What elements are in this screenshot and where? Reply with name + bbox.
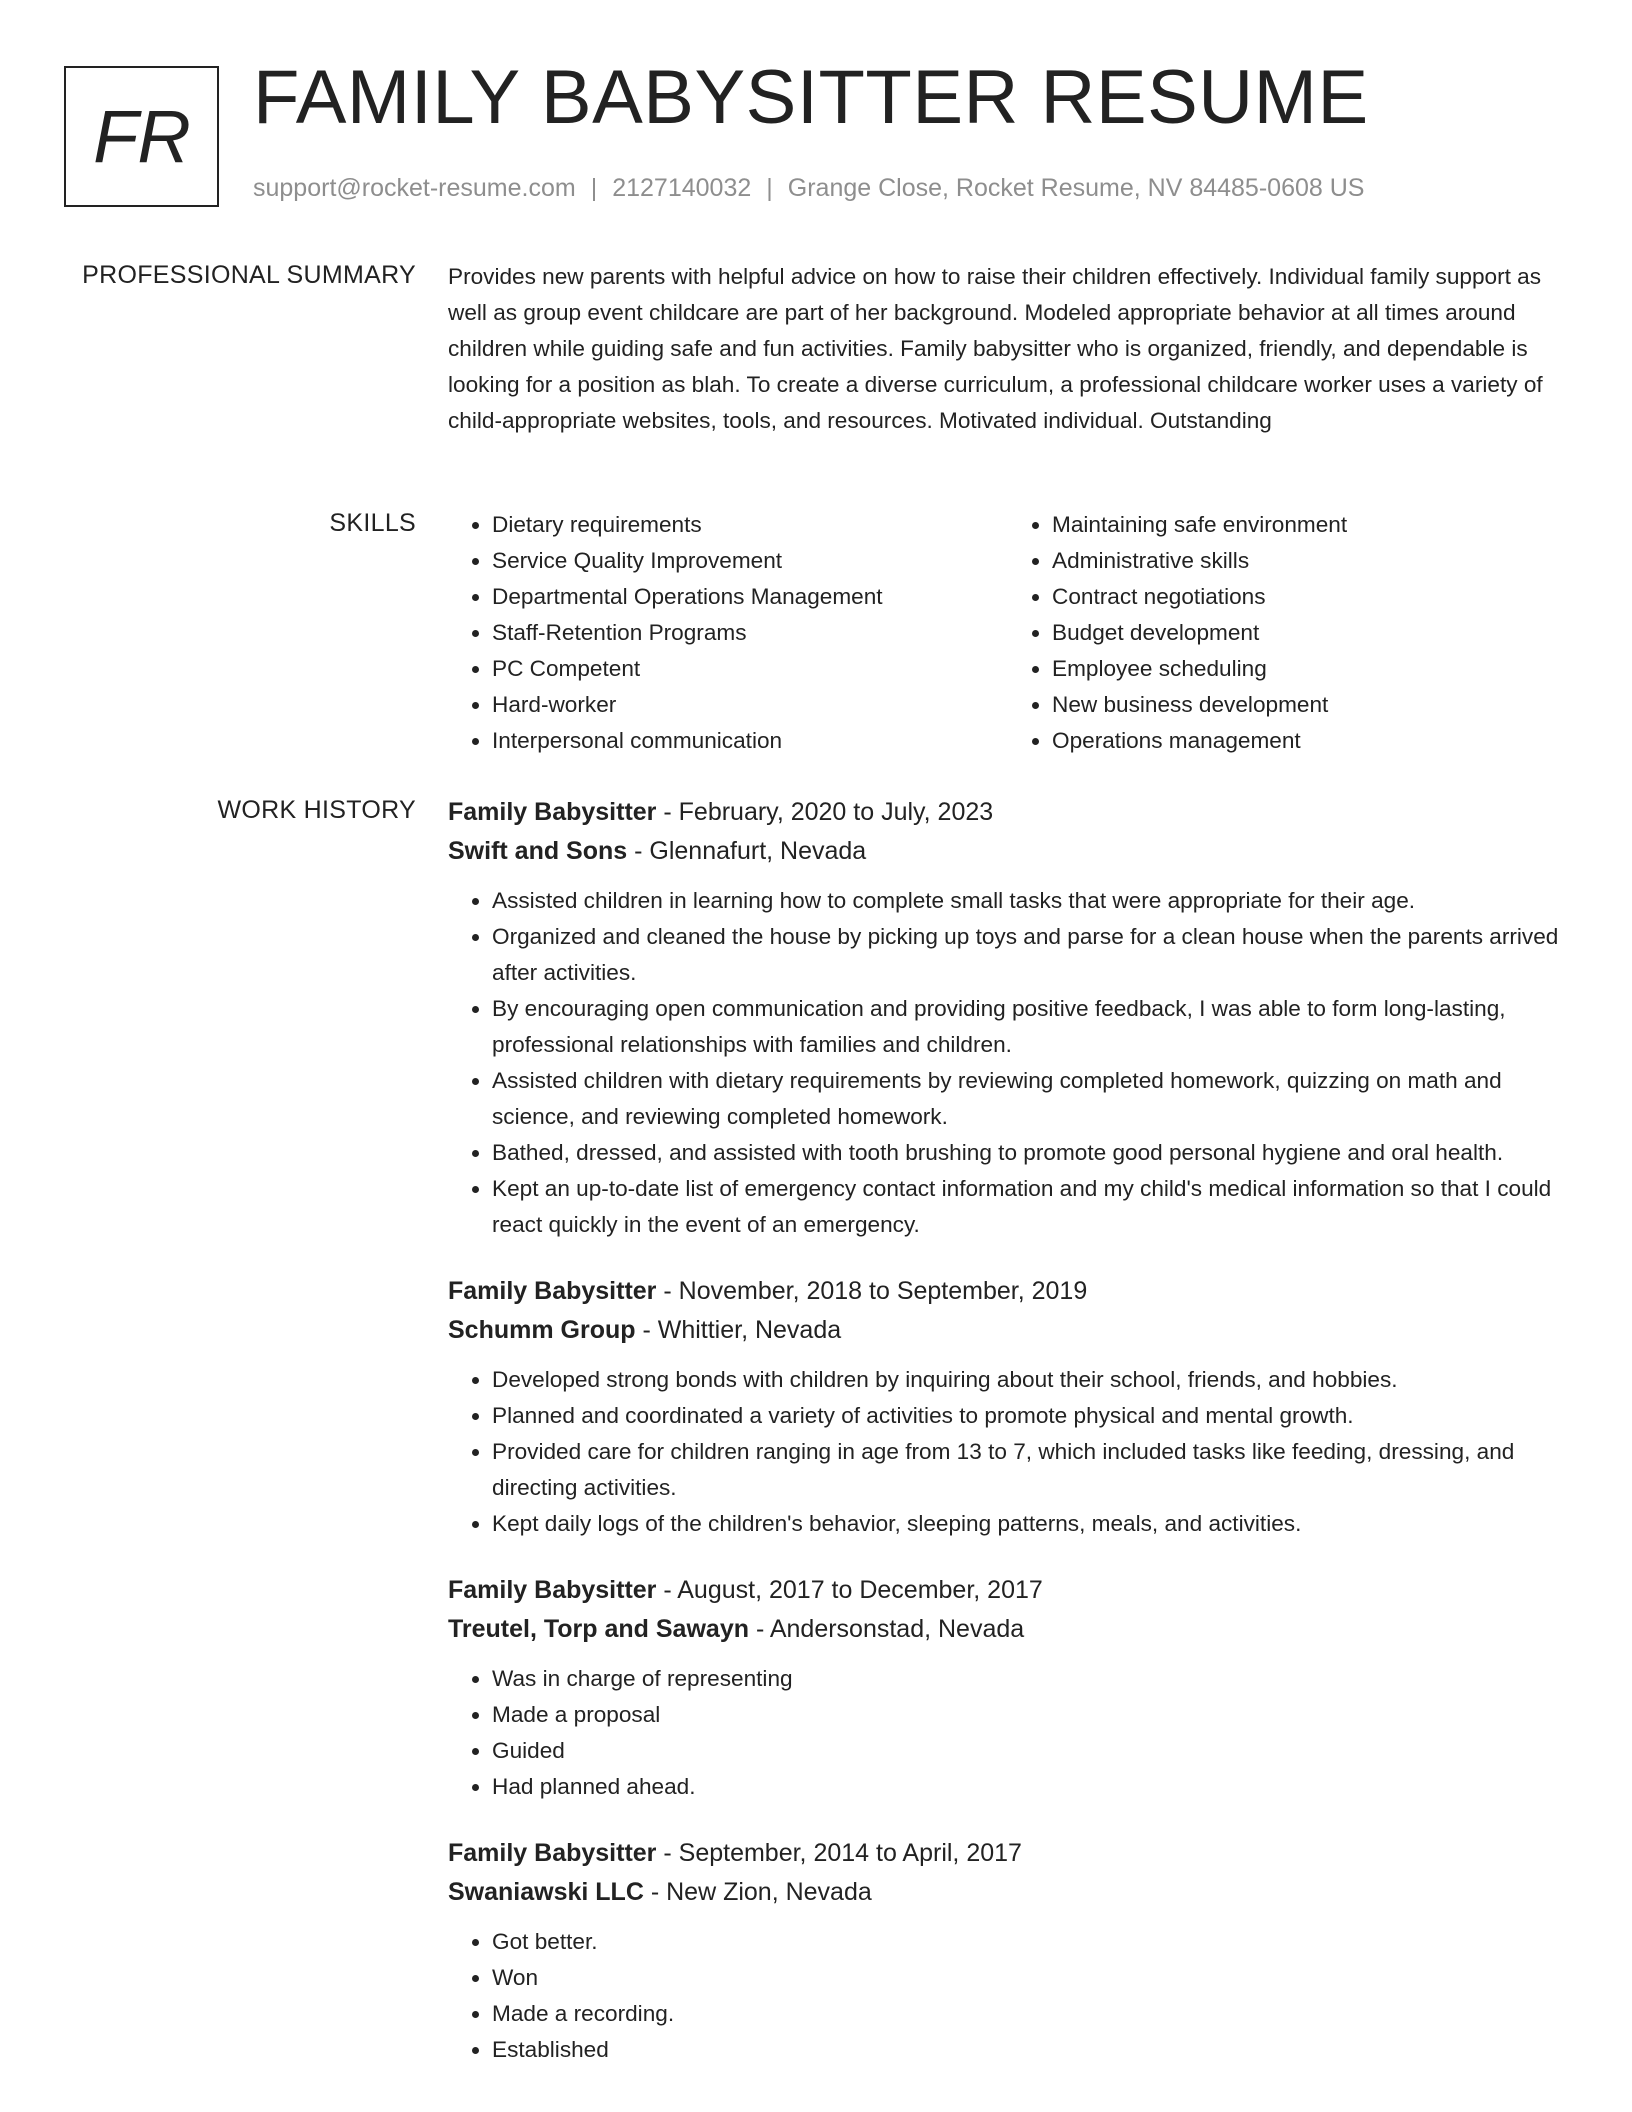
summary-text: Provides new parents with helpful advice on how to raise their children effectively. Individual family support as well as group event childcare are part of her background. Modeled appropriate behavior at all times around children while guiding safe and fun activities. Family babysitter who is organized, friendly, and dependable is looking for a position as blah. To create a diverse curriculum, a professional childcare worker uses a variety of child-appropriate websites, tools, and resources. Motivated individual. Outstanding bbox=[448, 264, 1543, 433]
job-bullet: • Won bbox=[492, 1960, 1568, 1996]
skill-item: • Budget development bbox=[1052, 615, 1568, 651]
job-bullets bbox=[448, 1362, 1568, 1542]
job-bullet: • Developed strong bonds with children by inquiring about their school, friends, and hobbies. bbox=[492, 1362, 1568, 1398]
contact-separator: | bbox=[590, 174, 598, 202]
job-title-line bbox=[448, 1834, 1568, 1873]
job-entry bbox=[448, 793, 1568, 1243]
job-role: Family Babysitter bbox=[448, 1576, 657, 1604]
job-bullet: • Bathed, dressed, and assisted with tooth brushing to promote good personal hygiene and oral health. bbox=[492, 1135, 1568, 1171]
job-title-line bbox=[448, 793, 1568, 832]
skill-item: • Dietary requirements bbox=[492, 507, 1008, 543]
job-bullet: • By encouraging open communication and providing positive feedback, I was able to form long-lasting, professional relationships with families and children. bbox=[492, 991, 1568, 1063]
job-entry bbox=[448, 1272, 1568, 1542]
job-role: Family Babysitter bbox=[448, 1277, 657, 1305]
job-bullet: • Got better. bbox=[492, 1924, 1568, 1960]
job-bullet: • Organized and cleaned the house by picking up toys and parse for a clean house when the parents arrived after activities. bbox=[492, 919, 1568, 991]
job-bullet: • Kept daily logs of the children's behavior, sleeping patterns, meals, and activities. bbox=[492, 1506, 1568, 1542]
skills-body bbox=[448, 507, 1568, 759]
job-location: - New Zion, Nevada bbox=[643, 1878, 872, 1906]
skill-item: • Hard-worker bbox=[492, 687, 1008, 723]
job-company-line bbox=[448, 1873, 1568, 1912]
contact-email: support@rocket-resume.com bbox=[253, 174, 576, 202]
job-bullet: • Assisted children with dietary requirements by reviewing completed homework, quizzing on math and science, and reviewing completed homework. bbox=[492, 1063, 1568, 1135]
skill-item: • Employee scheduling bbox=[1052, 651, 1568, 687]
job-bullet: • Had planned ahead. bbox=[492, 1769, 1568, 1805]
job-title-line bbox=[448, 1272, 1568, 1311]
job-location: - Glennafurt, Nevada bbox=[627, 837, 867, 865]
job-location: - Whittier, Nevada bbox=[635, 1316, 842, 1344]
skill-item: • Operations management bbox=[1052, 723, 1568, 759]
job-bullets bbox=[448, 1924, 1568, 2068]
job-bullet: • Made a recording. bbox=[492, 1996, 1568, 2032]
job-dates: - August, 2017 to December, 2017 bbox=[656, 1576, 1043, 1604]
job-dates: - November, 2018 to September, 2019 bbox=[656, 1277, 1088, 1305]
job-role: Family Babysitter bbox=[448, 1839, 657, 1867]
skills-heading: SKILLS bbox=[329, 509, 416, 537]
job-bullets bbox=[448, 1661, 1568, 1805]
work-history-heading: WORK HISTORY bbox=[217, 796, 416, 824]
job-company: Treutel, Torp and Sawayn bbox=[448, 1615, 749, 1643]
job-role: Family Babysitter bbox=[448, 798, 657, 826]
work-history-body bbox=[448, 793, 1568, 2097]
job-company-line bbox=[448, 1311, 1568, 1350]
skill-item: • Administrative skills bbox=[1052, 543, 1568, 579]
initials-monogram bbox=[64, 66, 219, 207]
initials-text: FR bbox=[93, 95, 190, 178]
job-bullets bbox=[448, 883, 1568, 1243]
job-bullet: • Was in charge of representing bbox=[492, 1661, 1568, 1697]
job-company-line bbox=[448, 1610, 1568, 1649]
skill-item: • Contract negotiations bbox=[1052, 579, 1568, 615]
skills-list-right bbox=[1008, 507, 1568, 759]
resume-title: FAMILY BABYSITTER RESUME bbox=[253, 55, 1369, 140]
job-company: Swift and Sons bbox=[448, 837, 628, 865]
job-location: - Andersonstad, Nevada bbox=[749, 1615, 1025, 1643]
job-bullet: • Established bbox=[492, 2032, 1568, 2068]
job-company: Schumm Group bbox=[448, 1316, 636, 1344]
contact-line bbox=[253, 174, 1364, 203]
job-dates: - September, 2014 to April, 2017 bbox=[656, 1839, 1022, 1867]
skill-item: • Staff-Retention Programs bbox=[492, 615, 1008, 651]
summary-body bbox=[448, 259, 1568, 439]
skill-item: • Departmental Operations Management bbox=[492, 579, 1008, 615]
job-bullet: • Guided bbox=[492, 1733, 1568, 1769]
skills-columns bbox=[448, 507, 1568, 759]
job-title-line bbox=[448, 1571, 1568, 1610]
skill-item: • Maintaining safe environment bbox=[1052, 507, 1568, 543]
job-entry bbox=[448, 1834, 1568, 2068]
job-bullet: • Planned and coordinated a variety of activities to promote physical and mental growth. bbox=[492, 1398, 1568, 1434]
summary-heading: PROFESSIONAL SUMMARY bbox=[82, 261, 416, 289]
job-bullet: • Kept an up-to-date list of emergency contact information and my child's medical information so that I could react quickly in the event of an emergency. bbox=[492, 1171, 1568, 1243]
skill-item: • Service Quality Improvement bbox=[492, 543, 1008, 579]
job-bullet: • Provided care for children ranging in age from 13 to 7, which included tasks like feeding, dressing, and directing activities. bbox=[492, 1434, 1568, 1506]
job-entry bbox=[448, 1571, 1568, 1805]
contact-separator: | bbox=[766, 174, 773, 202]
job-bullet: • Assisted children in learning how to complete small tasks that were appropriate for their age. bbox=[492, 883, 1568, 919]
job-dates: - February, 2020 to July, 2023 bbox=[656, 798, 994, 826]
job-company: Swaniawski LLC bbox=[448, 1878, 644, 1906]
contact-address: Grange Close, Rocket Resume, NV 84485-0608 US bbox=[787, 174, 1365, 202]
job-bullet: • Made a proposal bbox=[492, 1697, 1568, 1733]
skill-item: • PC Competent bbox=[492, 651, 1008, 687]
skills-list-left bbox=[448, 507, 1008, 759]
job-company-line bbox=[448, 832, 1568, 871]
skill-item: • New business development bbox=[1052, 687, 1568, 723]
contact-phone: 2127140032 bbox=[612, 174, 752, 202]
skill-item: • Interpersonal communication bbox=[492, 723, 1008, 759]
